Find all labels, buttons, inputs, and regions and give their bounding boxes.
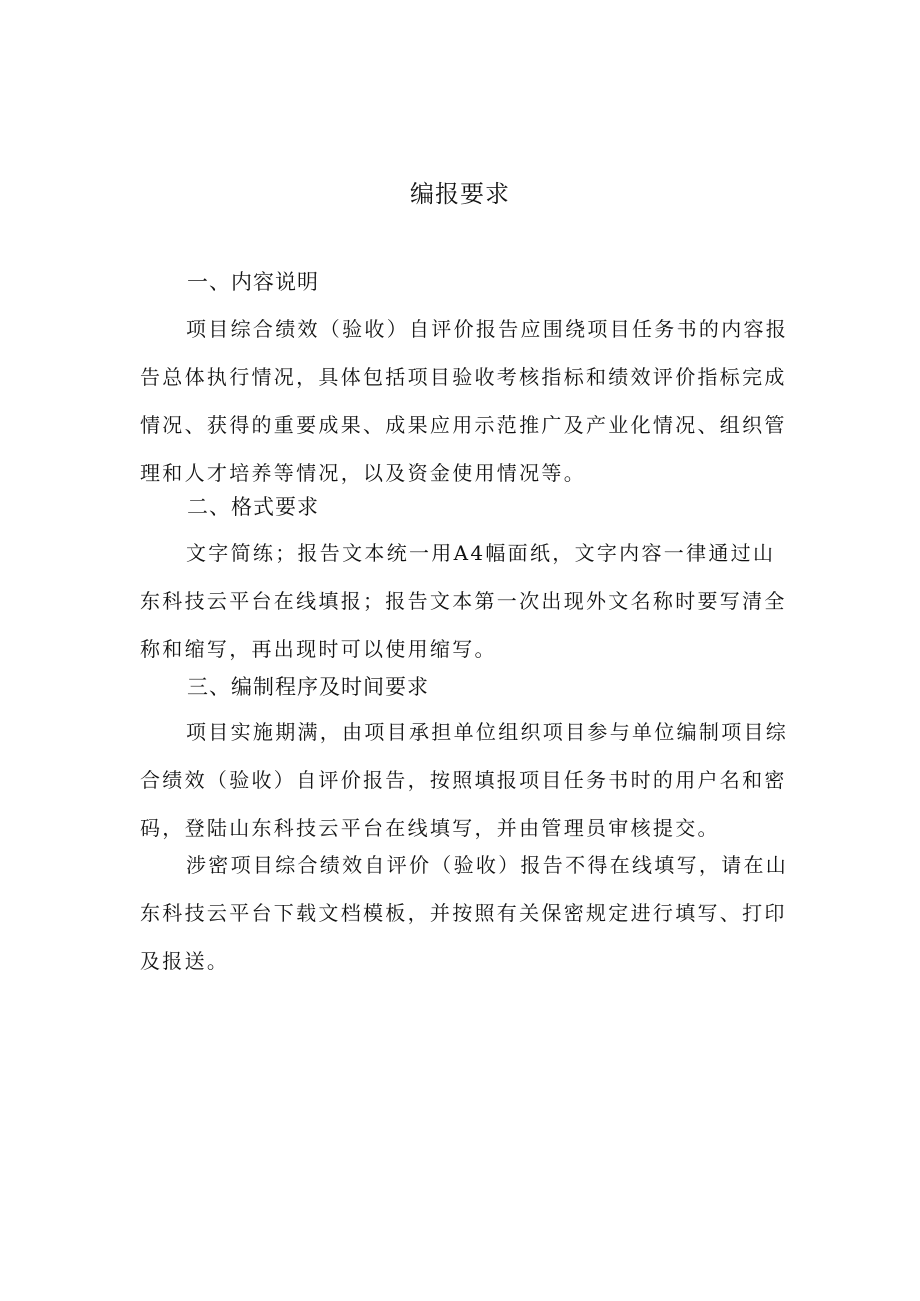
- page-title: 编报要求: [410, 180, 510, 208]
- section-paragraph-classified: 涉密项目综合绩效自评价（验收）报告不得在线填写，请在山东科技云平台下载文档模板，并按照有关保密规定进行填写、打印及报送。: [140, 853, 789, 973]
- section-paragraph-content: 项目综合绩效（验收）自评价报告应围绕项目任务书的内容报告总体执行情况，具体包括项目验收考核指标和绩效评价指标完成情况、获得的重要成果、成果应用示范推广及产业化情况、组织管理和人才培养等情况，以及资金使用情况等。: [140, 317, 789, 485]
- section-heading-content: 一、内容说明: [187, 270, 319, 294]
- section-paragraph-procedure: 项目实施期满，由项目承担单位组织项目参与单位编制项目综合绩效（验收）自评价报告，按照填报项目任务书时的用户名和密码，登陆山东科技云平台在线填写，并由管理员审核提交。: [140, 720, 789, 840]
- section-heading-procedure: 三、编制程序及时间要求: [187, 675, 429, 699]
- section-heading-format: 二、格式要求: [187, 495, 319, 519]
- section-paragraph-format: 文字简练；报告文本统一用A4幅面纸，文字内容一律通过山东科技云平台在线填报；报告文本第一次出现外文名称时要写清全称和缩写，再出现时可以使用缩写。: [140, 541, 787, 661]
